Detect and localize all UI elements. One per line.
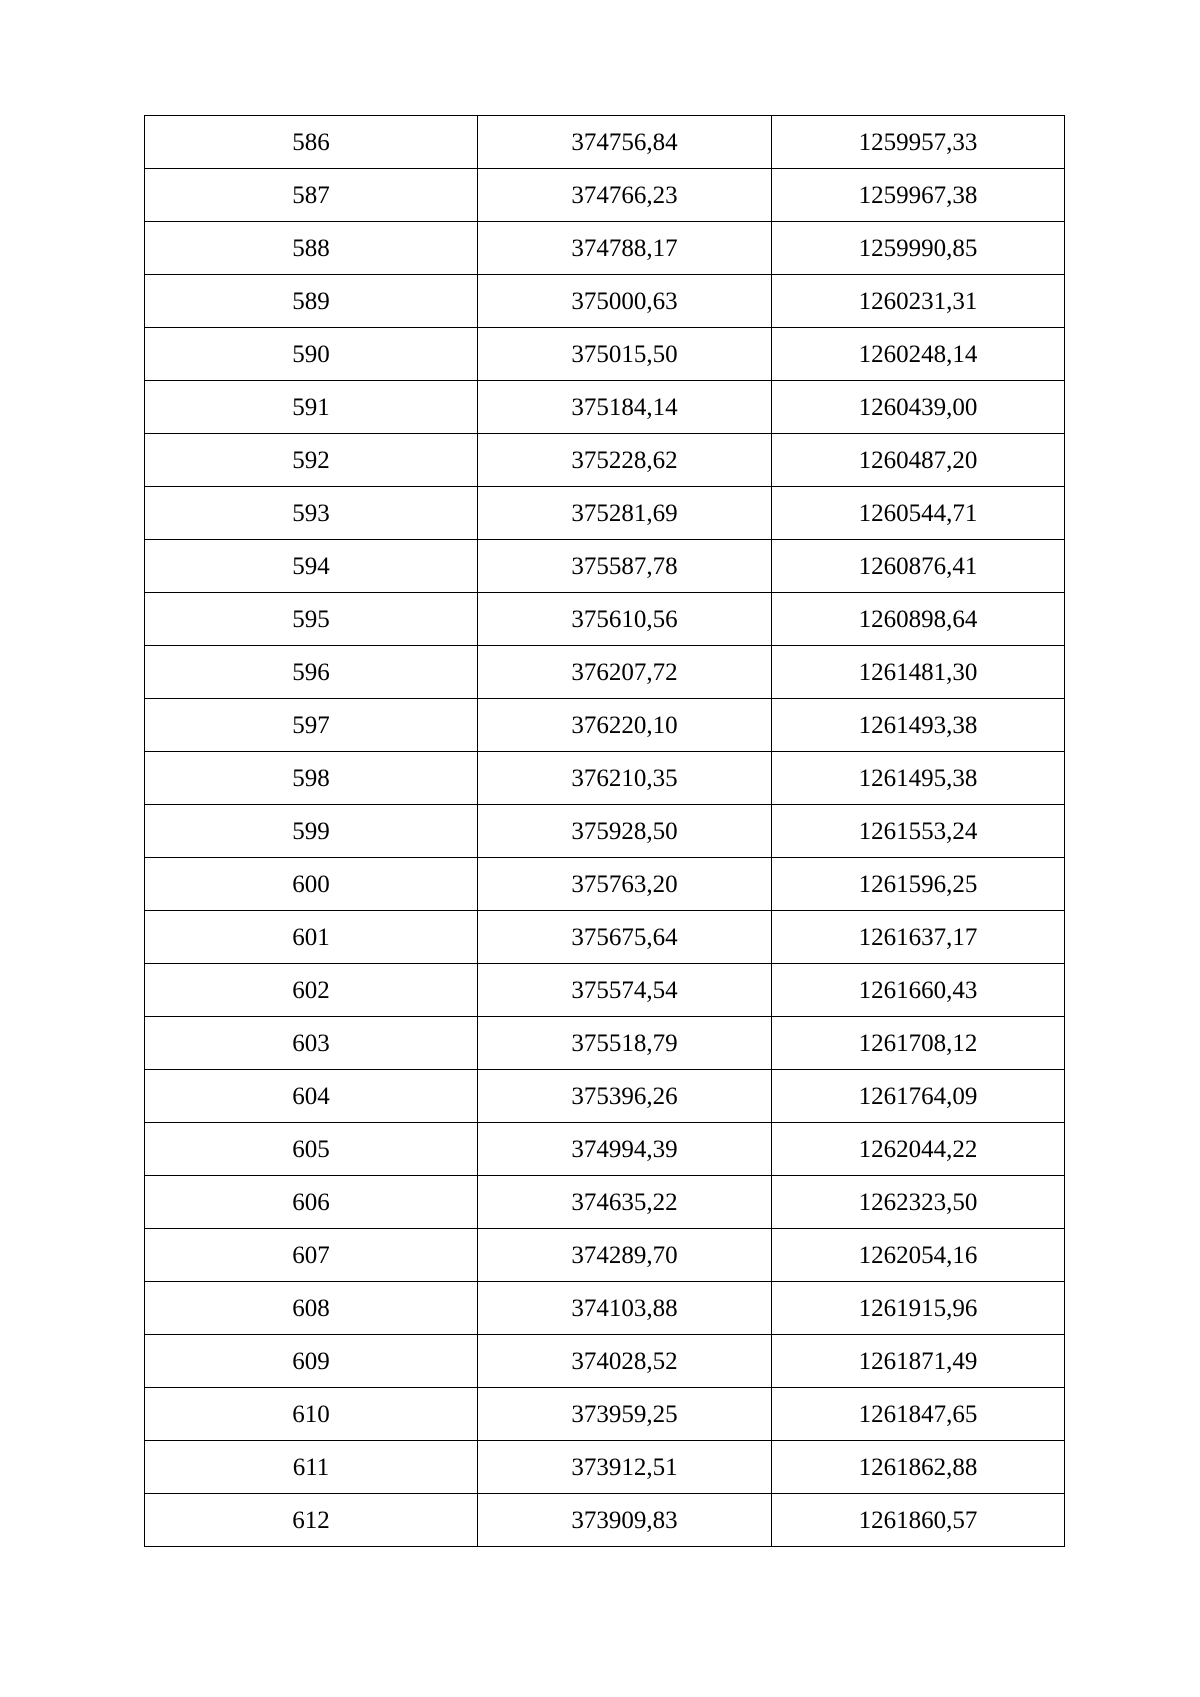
point-number-cell: 600 xyxy=(145,858,478,911)
table-row xyxy=(145,1335,1065,1388)
table-row xyxy=(145,487,1065,540)
y-coordinate-cell: 1261915,96 xyxy=(772,1282,1065,1335)
y-coordinate-cell: 1262323,50 xyxy=(772,1176,1065,1229)
y-coordinate-cell: 1261862,88 xyxy=(772,1441,1065,1494)
y-coordinate-cell: 1259990,85 xyxy=(772,222,1065,275)
x-coordinate-cell: 374756,84 xyxy=(478,116,772,169)
y-coordinate-cell: 1262054,16 xyxy=(772,1229,1065,1282)
table-row xyxy=(145,275,1065,328)
point-number-cell: 603 xyxy=(145,1017,478,1070)
x-coordinate-cell: 375675,64 xyxy=(478,911,772,964)
y-coordinate-cell: 1261495,38 xyxy=(772,752,1065,805)
point-number-cell: 607 xyxy=(145,1229,478,1282)
point-number-cell: 606 xyxy=(145,1176,478,1229)
x-coordinate-cell: 375574,54 xyxy=(478,964,772,1017)
table-row xyxy=(145,540,1065,593)
table-row xyxy=(145,116,1065,169)
point-number-cell: 602 xyxy=(145,964,478,1017)
point-number-cell: 589 xyxy=(145,275,478,328)
x-coordinate-cell: 375000,63 xyxy=(478,275,772,328)
x-coordinate-cell: 374766,23 xyxy=(478,169,772,222)
table-row xyxy=(145,646,1065,699)
x-coordinate-cell: 374788,17 xyxy=(478,222,772,275)
x-coordinate-cell: 373909,83 xyxy=(478,1494,772,1547)
table-row xyxy=(145,1282,1065,1335)
x-coordinate-cell: 375518,79 xyxy=(478,1017,772,1070)
point-number-cell: 608 xyxy=(145,1282,478,1335)
y-coordinate-cell: 1261708,12 xyxy=(772,1017,1065,1070)
y-coordinate-cell: 1261637,17 xyxy=(772,911,1065,964)
y-coordinate-cell: 1261764,09 xyxy=(772,1070,1065,1123)
x-coordinate-cell: 376207,72 xyxy=(478,646,772,699)
x-coordinate-cell: 375015,50 xyxy=(478,328,772,381)
x-coordinate-cell: 376220,10 xyxy=(478,699,772,752)
point-number-cell: 588 xyxy=(145,222,478,275)
table-row xyxy=(145,381,1065,434)
point-number-cell: 591 xyxy=(145,381,478,434)
point-number-cell: 596 xyxy=(145,646,478,699)
point-number-cell: 601 xyxy=(145,911,478,964)
point-number-cell: 598 xyxy=(145,752,478,805)
y-coordinate-cell: 1261660,43 xyxy=(772,964,1065,1017)
table-row xyxy=(145,1070,1065,1123)
x-coordinate-cell: 374028,52 xyxy=(478,1335,772,1388)
y-coordinate-cell: 1261481,30 xyxy=(772,646,1065,699)
point-number-cell: 612 xyxy=(145,1494,478,1547)
table-row xyxy=(145,911,1065,964)
y-coordinate-cell: 1261871,49 xyxy=(772,1335,1065,1388)
y-coordinate-cell: 1260898,64 xyxy=(772,593,1065,646)
point-number-cell: 593 xyxy=(145,487,478,540)
table-row xyxy=(145,964,1065,1017)
table-row xyxy=(145,1123,1065,1176)
table-row xyxy=(145,1388,1065,1441)
table-row xyxy=(145,858,1065,911)
table-row xyxy=(145,1176,1065,1229)
x-coordinate-cell: 374289,70 xyxy=(478,1229,772,1282)
x-coordinate-cell: 374103,88 xyxy=(478,1282,772,1335)
x-coordinate-cell: 373912,51 xyxy=(478,1441,772,1494)
table-row xyxy=(145,805,1065,858)
x-coordinate-cell: 376210,35 xyxy=(478,752,772,805)
point-number-cell: 597 xyxy=(145,699,478,752)
point-number-cell: 605 xyxy=(145,1123,478,1176)
point-number-cell: 611 xyxy=(145,1441,478,1494)
y-coordinate-cell: 1261553,24 xyxy=(772,805,1065,858)
point-number-cell: 592 xyxy=(145,434,478,487)
table-row xyxy=(145,1017,1065,1070)
x-coordinate-cell: 374994,39 xyxy=(478,1123,772,1176)
x-coordinate-cell: 375763,20 xyxy=(478,858,772,911)
point-number-cell: 594 xyxy=(145,540,478,593)
table-row xyxy=(145,699,1065,752)
y-coordinate-cell: 1262044,22 xyxy=(772,1123,1065,1176)
point-number-cell: 609 xyxy=(145,1335,478,1388)
x-coordinate-cell: 375184,14 xyxy=(478,381,772,434)
y-coordinate-cell: 1260231,31 xyxy=(772,275,1065,328)
point-number-cell: 599 xyxy=(145,805,478,858)
table-row xyxy=(145,1494,1065,1547)
x-coordinate-cell: 375610,56 xyxy=(478,593,772,646)
coordinates-table-body xyxy=(145,116,1065,1547)
coordinates-table xyxy=(144,115,1065,1547)
y-coordinate-cell: 1261847,65 xyxy=(772,1388,1065,1441)
table-row xyxy=(145,222,1065,275)
point-number-cell: 590 xyxy=(145,328,478,381)
y-coordinate-cell: 1260487,20 xyxy=(772,434,1065,487)
y-coordinate-cell: 1261596,25 xyxy=(772,858,1065,911)
table-row xyxy=(145,1441,1065,1494)
table-row xyxy=(145,1229,1065,1282)
y-coordinate-cell: 1259967,38 xyxy=(772,169,1065,222)
point-number-cell: 595 xyxy=(145,593,478,646)
y-coordinate-cell: 1260544,71 xyxy=(772,487,1065,540)
y-coordinate-cell: 1261860,57 xyxy=(772,1494,1065,1547)
table-row xyxy=(145,169,1065,222)
point-number-cell: 610 xyxy=(145,1388,478,1441)
x-coordinate-cell: 374635,22 xyxy=(478,1176,772,1229)
y-coordinate-cell: 1260439,00 xyxy=(772,381,1065,434)
y-coordinate-cell: 1260876,41 xyxy=(772,540,1065,593)
y-coordinate-cell: 1260248,14 xyxy=(772,328,1065,381)
table-row xyxy=(145,328,1065,381)
point-number-cell: 604 xyxy=(145,1070,478,1123)
y-coordinate-cell: 1261493,38 xyxy=(772,699,1065,752)
table-row xyxy=(145,752,1065,805)
x-coordinate-cell: 375396,26 xyxy=(478,1070,772,1123)
y-coordinate-cell: 1259957,33 xyxy=(772,116,1065,169)
x-coordinate-cell: 375587,78 xyxy=(478,540,772,593)
table-row xyxy=(145,593,1065,646)
x-coordinate-cell: 373959,25 xyxy=(478,1388,772,1441)
x-coordinate-cell: 375928,50 xyxy=(478,805,772,858)
table-row xyxy=(145,434,1065,487)
point-number-cell: 587 xyxy=(145,169,478,222)
point-number-cell: 586 xyxy=(145,116,478,169)
x-coordinate-cell: 375281,69 xyxy=(478,487,772,540)
x-coordinate-cell: 375228,62 xyxy=(478,434,772,487)
